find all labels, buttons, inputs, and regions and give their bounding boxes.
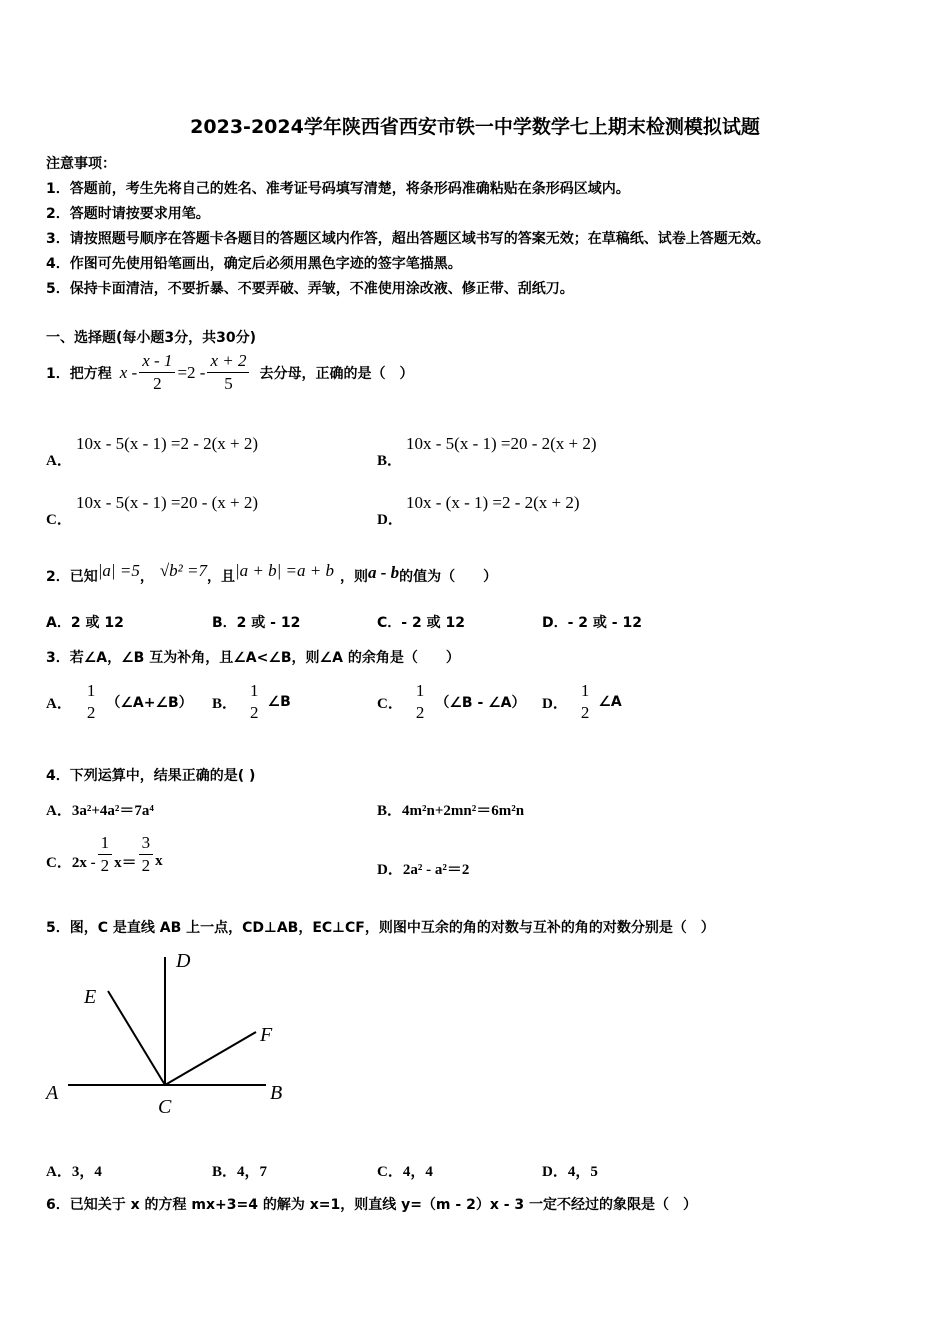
q3-option-c-text: （∠B - ∠A） [435, 695, 526, 711]
q2-option-b [212, 612, 300, 632]
q3-option-d-text: ∠A [598, 694, 622, 710]
ray-cf [165, 1032, 256, 1085]
q2-suffix: 的值为（ ） [399, 569, 498, 585]
q1-eq-x: x - [119, 362, 138, 382]
q5-geometry-figure [40, 945, 310, 1125]
q4-option-c-fraction-1 [98, 832, 113, 877]
q1-f2-den: 5 [224, 374, 233, 393]
q2-sqrt-b: √b² =7 [159, 561, 207, 580]
q4-option-c-mid: x＝ [114, 855, 137, 871]
q1-option-b-text: 10x - 5(x - 1) =20 - 2(x + 2) [406, 434, 597, 453]
q1-option-d-label: D． [377, 512, 403, 528]
q2-option-d [542, 612, 642, 632]
q1-option-b-label: B． [377, 453, 403, 469]
q1-option-c-text: 10x - 5(x - 1) =20 - (x + 2) [76, 493, 259, 512]
q3-option-a-text: （∠A+∠B） [106, 695, 193, 711]
q4-c-f2-den: 2 [141, 856, 151, 875]
q1-option-a-label: A． [46, 453, 72, 469]
q3-option-d-label: D． [542, 695, 568, 712]
q4-option-c-fraction-2 [139, 832, 154, 877]
notice-heading: 注意事项： [46, 156, 116, 172]
notice-item-5: 5．保持卡面清洁，不要折暴、不要弄破、弄皱，不准使用涂改液、修正带、刮纸刀。 [46, 281, 574, 297]
q2-prefix: 2．已知 [46, 569, 98, 585]
q4-option-c-label: C．2x - [46, 855, 96, 871]
q2-option-b-label: B． [212, 615, 237, 631]
q2-expr: a - b [368, 563, 400, 582]
q5-option-c-text: 4，4 [402, 1164, 433, 1180]
q2-option-c-text: - 2 或 12 [401, 615, 465, 631]
q3-c-den: 2 [415, 703, 425, 722]
q4-option-c-end: x [155, 853, 163, 869]
q5-option-d-label: D． [542, 1164, 568, 1180]
q1-f2-num: x + 2 [207, 350, 249, 373]
ray-ce [108, 991, 165, 1085]
q2-option-d-text: - 2 或 - 12 [567, 615, 642, 631]
q4-c-f2-num: 3 [139, 832, 154, 855]
q1-fraction-1 [139, 350, 175, 395]
q3-a-num: 1 [86, 681, 96, 700]
q4-option-c [46, 832, 163, 877]
q3-option-b-fraction [247, 680, 262, 724]
q2-sep-1: ， [139, 569, 154, 585]
question-5-stem: 5．图，C 是直线 AB 上一点，CD⊥AB，EC⊥CF，则图中互余的角的对数与互补的角的对数分别是（ ） [46, 920, 715, 936]
q1-f1-num: x - 1 [139, 350, 175, 373]
q3-b-num: 1 [250, 681, 259, 700]
q5-option-c-label: C． [377, 1164, 403, 1180]
q1-f1-den: 2 [153, 374, 162, 393]
q3-option-b-text: ∠B [267, 694, 291, 710]
q4-c-f1-den: 2 [100, 856, 110, 875]
question-4-stem: 4．下列运算中，结果正确的是( ) [46, 768, 256, 784]
q5-option-a [46, 1160, 102, 1181]
q3-option-a-fraction [84, 680, 99, 724]
q2-option-c [377, 612, 465, 632]
point-label-f: F [260, 1024, 273, 1046]
q2-sep-2: ，且 [206, 569, 235, 585]
q5-option-c [377, 1160, 433, 1181]
point-label-a: A [46, 1082, 59, 1104]
q1-mid: =2 - [177, 362, 206, 382]
q2-option-d-label: D． [542, 615, 568, 631]
point-label-c: C [158, 1096, 172, 1118]
question-2-stem [46, 556, 497, 586]
q5-option-d [542, 1160, 598, 1181]
q5-option-b [212, 1160, 267, 1181]
q2-abs-a: |a| =5 [97, 561, 140, 580]
q2-option-a-label: A． [46, 615, 71, 631]
q2-abs-sum: |a + b| =a + b [234, 561, 334, 580]
q3-b-den: 2 [250, 703, 259, 722]
q5-option-d-text: 4，5 [567, 1164, 598, 1180]
q2-sep-3: ，则 [340, 569, 368, 585]
q1-prefix: 1．把方程 [46, 365, 112, 382]
q1-fraction-2 [207, 350, 249, 395]
q2-option-a-text: 2 或 12 [70, 615, 124, 631]
q4-option-b: B．4m²n+2mn²＝6m²n [377, 803, 525, 819]
point-label-e: E [84, 986, 97, 1008]
question-1-stem [46, 350, 413, 395]
q3-option-b [212, 680, 291, 724]
q1-suffix: 去分母，正确的是（ ） [259, 365, 414, 382]
q5-option-b-label: B． [212, 1164, 238, 1180]
q5-option-b-text: 4，7 [237, 1164, 268, 1180]
q2-option-b-text: 2 或 - 12 [236, 615, 301, 631]
q3-d-num: 1 [580, 681, 590, 700]
q3-c-num: 1 [415, 681, 425, 700]
q2-option-a [46, 612, 124, 632]
point-label-d: D [176, 950, 191, 972]
q3-d-den: 2 [580, 703, 590, 722]
q3-option-a-label: A． [46, 695, 72, 712]
question-6-stem: 6．已知关于 x 的方程 mx+3=4 的解为 x=1，则直线 y=（m - 2）x - 3 一定不经过的象限是（ ） [46, 1197, 698, 1213]
q3-option-d [542, 680, 622, 724]
q3-option-c-label: C． [377, 695, 403, 712]
q2-option-c-label: C． [377, 615, 402, 631]
q4-c-f1-num: 1 [98, 832, 113, 855]
q3-option-c [377, 680, 526, 724]
q1-option-a-text: 10x - 5(x - 1) =2 - 2(x + 2) [76, 434, 259, 453]
notice-item-1: 1．答题前，考生先将自己的姓名、准考证号码填写清楚，将条形码准确粘贴在条形码区域内。 [46, 181, 630, 197]
q3-option-c-fraction [413, 680, 428, 724]
page-title: 2023-2024学年陕西省西安市铁一中学数学七上期末检测模拟试题 [190, 116, 760, 138]
q3-a-den: 2 [86, 703, 96, 722]
q4-option-d: D．2a² - a²＝2 [377, 862, 470, 878]
q3-option-a [46, 680, 193, 724]
q4-option-a: A．3a²+4a²＝7a⁴ [46, 803, 154, 819]
point-label-b: B [270, 1082, 283, 1104]
q3-option-d-fraction [578, 680, 593, 724]
notice-item-3: 3．请按照题号顺序在答题卡各题目的答题区域内作答，超出答题区域书写的答案无效；在草稿纸、试卷上答题无效。 [46, 231, 770, 247]
section-heading: 一、选择题(每小题3分，共30分) [46, 330, 257, 346]
q1-option-c-label: C． [46, 512, 72, 528]
q3-option-b-label: B． [212, 695, 238, 712]
question-3-stem: 3．若∠A，∠B 互为补角，且∠A<∠B，则∠A 的余角是（ ） [46, 650, 460, 666]
notice-item-4: 4．作图可先使用铅笔画出，确定后必须用黑色字迹的签字笔描黑。 [46, 256, 462, 272]
q5-option-a-label: A． [46, 1164, 72, 1180]
q1-option-d-text: 10x - (x - 1) =2 - 2(x + 2) [406, 493, 580, 512]
q5-option-a-text: 3，4 [71, 1164, 102, 1180]
notice-item-2: 2．答题时请按要求用笔。 [46, 206, 210, 222]
